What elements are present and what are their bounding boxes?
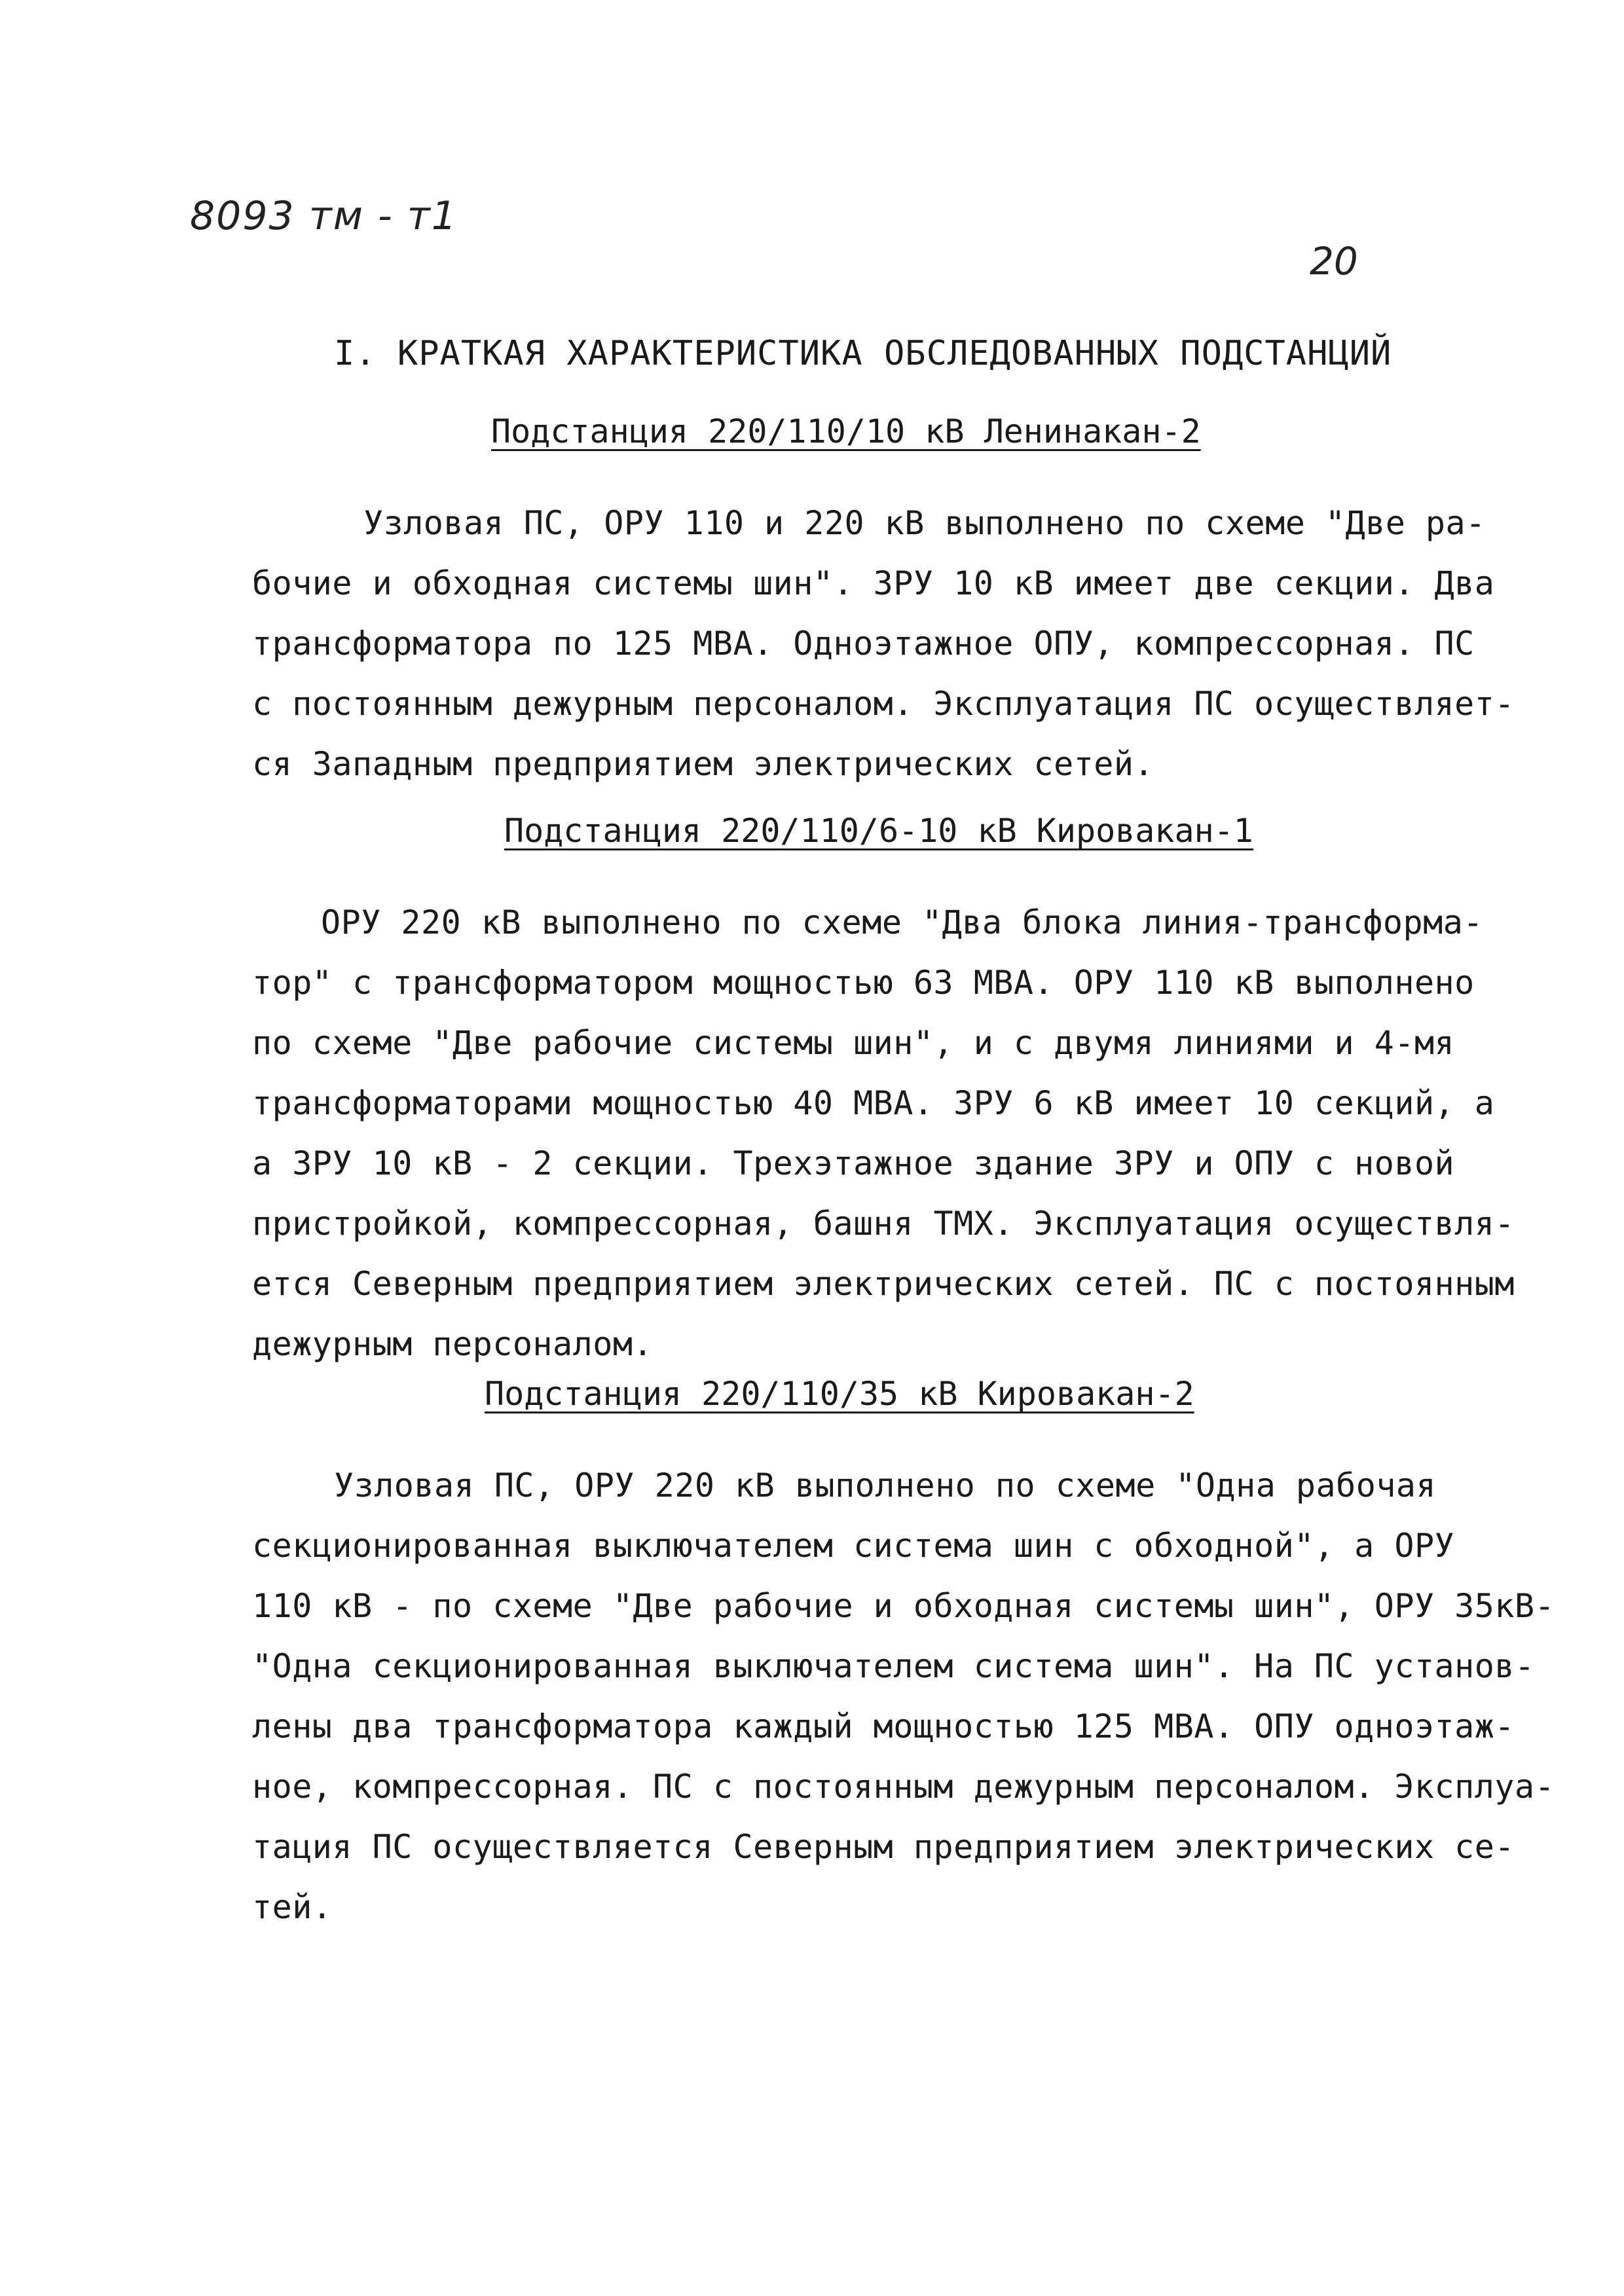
paragraph-line: трансформаторами мощностью 40 МВА. ЗРУ 6 кВ имеет 10 секций, а xyxy=(252,1084,1495,1122)
paragraph-line: бочие и обходная системы шин". ЗРУ 10 кВ имеет две секции. Два xyxy=(252,564,1495,602)
paragraph-line: с постоянным дежурным персоналом. Эксплуатация ПС осуществляет- xyxy=(252,685,1515,723)
paragraph-line: лены два трансформатора каждый мощностью 125 МВА. ОПУ одноэтаж- xyxy=(252,1707,1515,1745)
paragraph-line: ется Северным предприятием электрических сетей. ПС с постоянным xyxy=(252,1265,1515,1303)
section-title: I. КРАТКАЯ ХАРАКТЕРИСТИКА ОБСЛЕДОВАННЫХ ПОДСТАНЦИЙ xyxy=(334,334,1392,373)
paragraph-line: ся Западным предприятием электрических сетей. xyxy=(252,745,1154,783)
paragraph-line: тация ПС осуществляется Северным предприятием электрических се- xyxy=(252,1828,1515,1866)
paragraph-line: секционированная выключателем система шин с обходной", а ОРУ xyxy=(252,1527,1455,1565)
paragraph-line: пристройкой, компрессорная, башня ТМХ. Эксплуатация осуществля- xyxy=(252,1205,1515,1243)
paragraph-line: а ЗРУ 10 кВ - 2 секции. Трехэтажное здание ЗРУ и ОПУ с новой xyxy=(252,1144,1455,1182)
paragraph-line: по схеме "Две рабочие системы шин", и с двумя линиями и 4-мя xyxy=(252,1024,1455,1062)
paragraph-line: тей. xyxy=(252,1888,333,1926)
page-number: 20 xyxy=(1310,239,1358,283)
paragraph-line: Узловая ПС, ОРУ 110 и 220 кВ выполнено по схеме "Две ра- xyxy=(363,504,1486,542)
substation-heading: Подстанция 220/110/35 кВ Кировакан-2 xyxy=(485,1375,1194,1413)
substation-heading: Подстанция 220/110/6-10 кВ Кировакан-1 xyxy=(504,812,1253,850)
paragraph-line: ное, компрессорная. ПС с постоянным дежурным персоналом. Эксплуа- xyxy=(252,1768,1555,1806)
paragraph-line: трансформатора по 125 МВА. Одноэтажное ОПУ, компрессорная. ПС xyxy=(252,625,1475,663)
paragraph-line: дежурным персоналом. xyxy=(252,1325,654,1363)
paragraph-line: 110 кВ - по схеме "Две рабочие и обходная системы шин", ОРУ 35кВ- xyxy=(252,1587,1555,1625)
paragraph-line: Узловая ПС, ОРУ 220 кВ выполнено по схеме "Одна рабочая xyxy=(334,1467,1437,1504)
paragraph-line: тор" с трансформатором мощностью 63 МВА. ОРУ 110 кВ выполнено xyxy=(252,964,1475,1002)
paragraph-line: ОРУ 220 кВ выполнено по схеме "Два блока линия-трансформа- xyxy=(321,903,1483,941)
paragraph-line: "Одна секционированная выключателем система шин". На ПС установ- xyxy=(252,1647,1535,1685)
substation-heading: Подстанция 220/110/10 кВ Ленинакан-2 xyxy=(491,412,1201,450)
document-code: 8093 тм - т1 xyxy=(190,193,458,239)
